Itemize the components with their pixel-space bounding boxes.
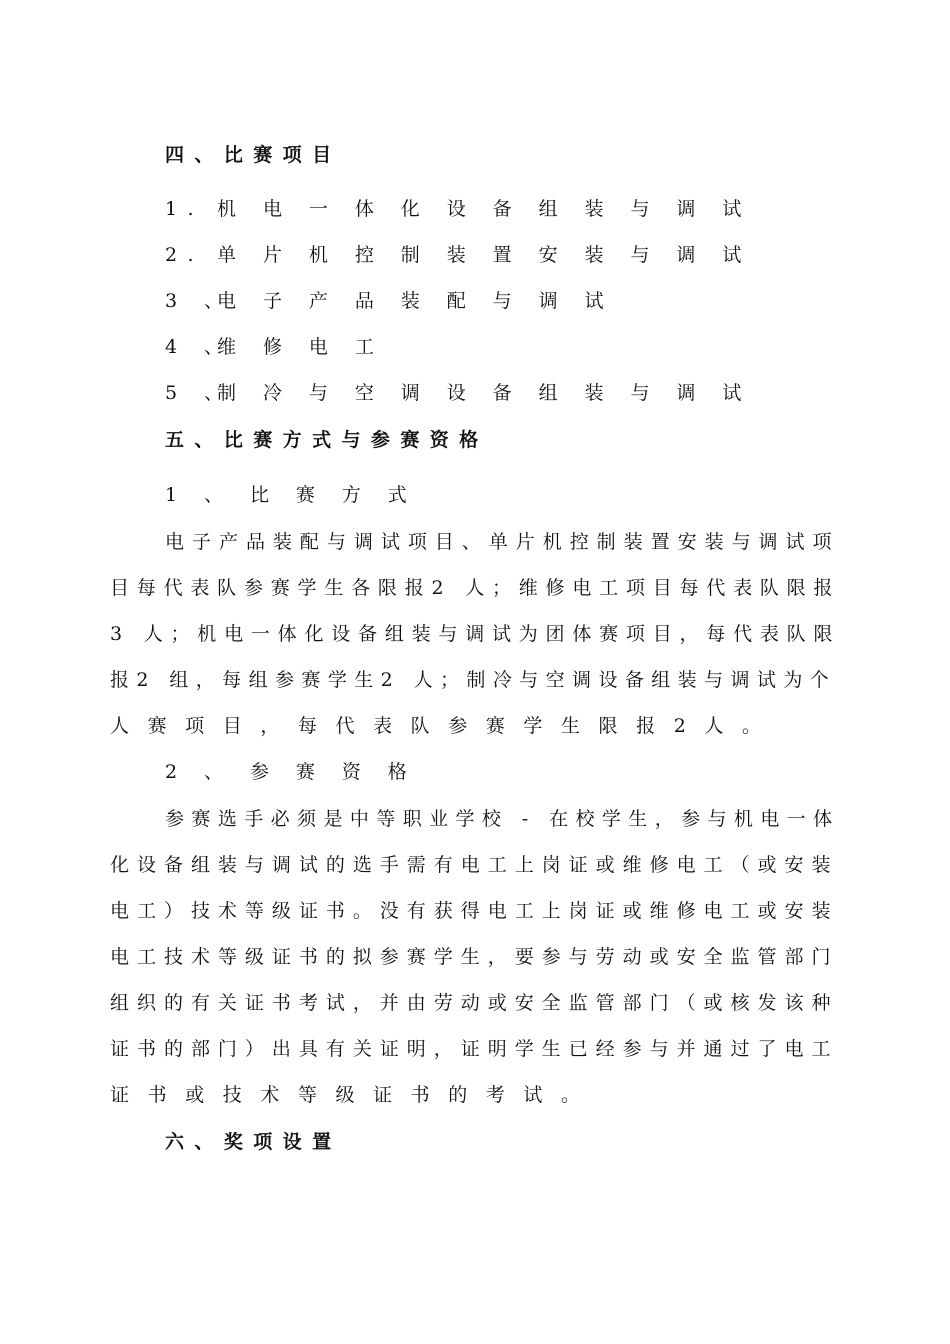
paragraph-line-text: 目每代表队参赛学生各限报2 人；维修电工项目每代表队限报 xyxy=(110,577,841,599)
paragraph-line-text: 电工技术等级证书的拟参赛学生，要参与劳动或安全监管部门 xyxy=(110,946,839,968)
paragraph-line-text: 证书的部门）出具有关证明，证明学生已经参与并通过了电工 xyxy=(110,1038,839,1060)
list-item-text: 电 子 产 品 装 配 与 调 试 xyxy=(217,290,614,312)
paragraph-line xyxy=(110,989,840,1017)
paragraph-line xyxy=(110,851,840,879)
paragraph-line xyxy=(110,897,840,925)
paragraph-line xyxy=(110,712,840,740)
paragraph-line xyxy=(110,574,840,602)
paragraph-line-text: 电工）技术等级证书。没有获得电工上岗证或维修电工或安装 xyxy=(110,900,839,922)
list-item-text: 制 冷 与 空 调 设 备 组 装 与 调 试 xyxy=(217,382,752,404)
list-item xyxy=(165,333,840,361)
paragraph-line-text: 3 人；机电一体化设备组装与调试为团体赛项目，每代表队限 xyxy=(110,623,841,645)
subsection-title: 1 、 比 赛 方 式 xyxy=(165,484,418,506)
paragraph-line xyxy=(110,620,840,648)
list-item xyxy=(165,195,840,223)
list-item-number: 4 、 xyxy=(165,336,234,358)
paragraph-line-text: 化设备组装与调试的选手需有电工上岗证或维修电工（或安装 xyxy=(110,854,839,876)
paragraph-line-text: 人 赛 项 目 ， 每 代 表 队 参 赛 学 生 限 报 2 人 。 xyxy=(110,715,768,737)
list-item xyxy=(165,287,840,315)
paragraph-line-text: 电子产品装配与调试项目、单片机控制装置安装与调试项 xyxy=(165,531,840,553)
paragraph-line-text: 组织的有关证书考试，并由劳动或安全监管部门（或核发该种 xyxy=(110,992,839,1014)
paragraph-line-text: 报2 组，每组参赛学生2 人；制冷与空调设备组装与调试为个 xyxy=(110,669,837,691)
paragraph-line-text: 参赛选手必须是中等职业学校 - 在校学生，参与机电一体 xyxy=(165,808,840,830)
list-item xyxy=(165,379,840,407)
list-item-number: 5 、 xyxy=(165,382,234,404)
paragraph-line xyxy=(110,666,840,694)
paragraph-line xyxy=(165,528,840,556)
section-heading-5: 五 、 比 赛 方 式 与 参 赛 资 格 xyxy=(165,429,481,451)
list-item xyxy=(165,241,840,269)
paragraph-line xyxy=(110,1035,840,1063)
list-item-number: 2. xyxy=(165,244,205,266)
paragraph-line xyxy=(165,805,840,833)
paragraph-line xyxy=(110,943,840,971)
list-item-number: 1. xyxy=(165,198,205,220)
list-item-text: 机 电 一 体 化 设 备 组 装 与 调 试 xyxy=(217,198,752,220)
paragraph-line-text: 证 书 或 技 术 等 级 证 书 的 考 试 。 xyxy=(110,1084,587,1106)
list-item-number: 3 、 xyxy=(165,290,234,312)
section-heading-6: 六 、 奖 项 设 置 xyxy=(165,1131,333,1153)
list-item-text: 单 片 机 控 制 装 置 安 装 与 调 试 xyxy=(217,244,752,266)
list-item-text: 维 修 电 工 xyxy=(217,336,385,358)
subsection-title: 2 、 参 赛 资 格 xyxy=(165,761,418,783)
paragraph-line xyxy=(110,1081,840,1109)
section-heading-4: 四 、 比 赛 项 目 xyxy=(165,144,333,166)
